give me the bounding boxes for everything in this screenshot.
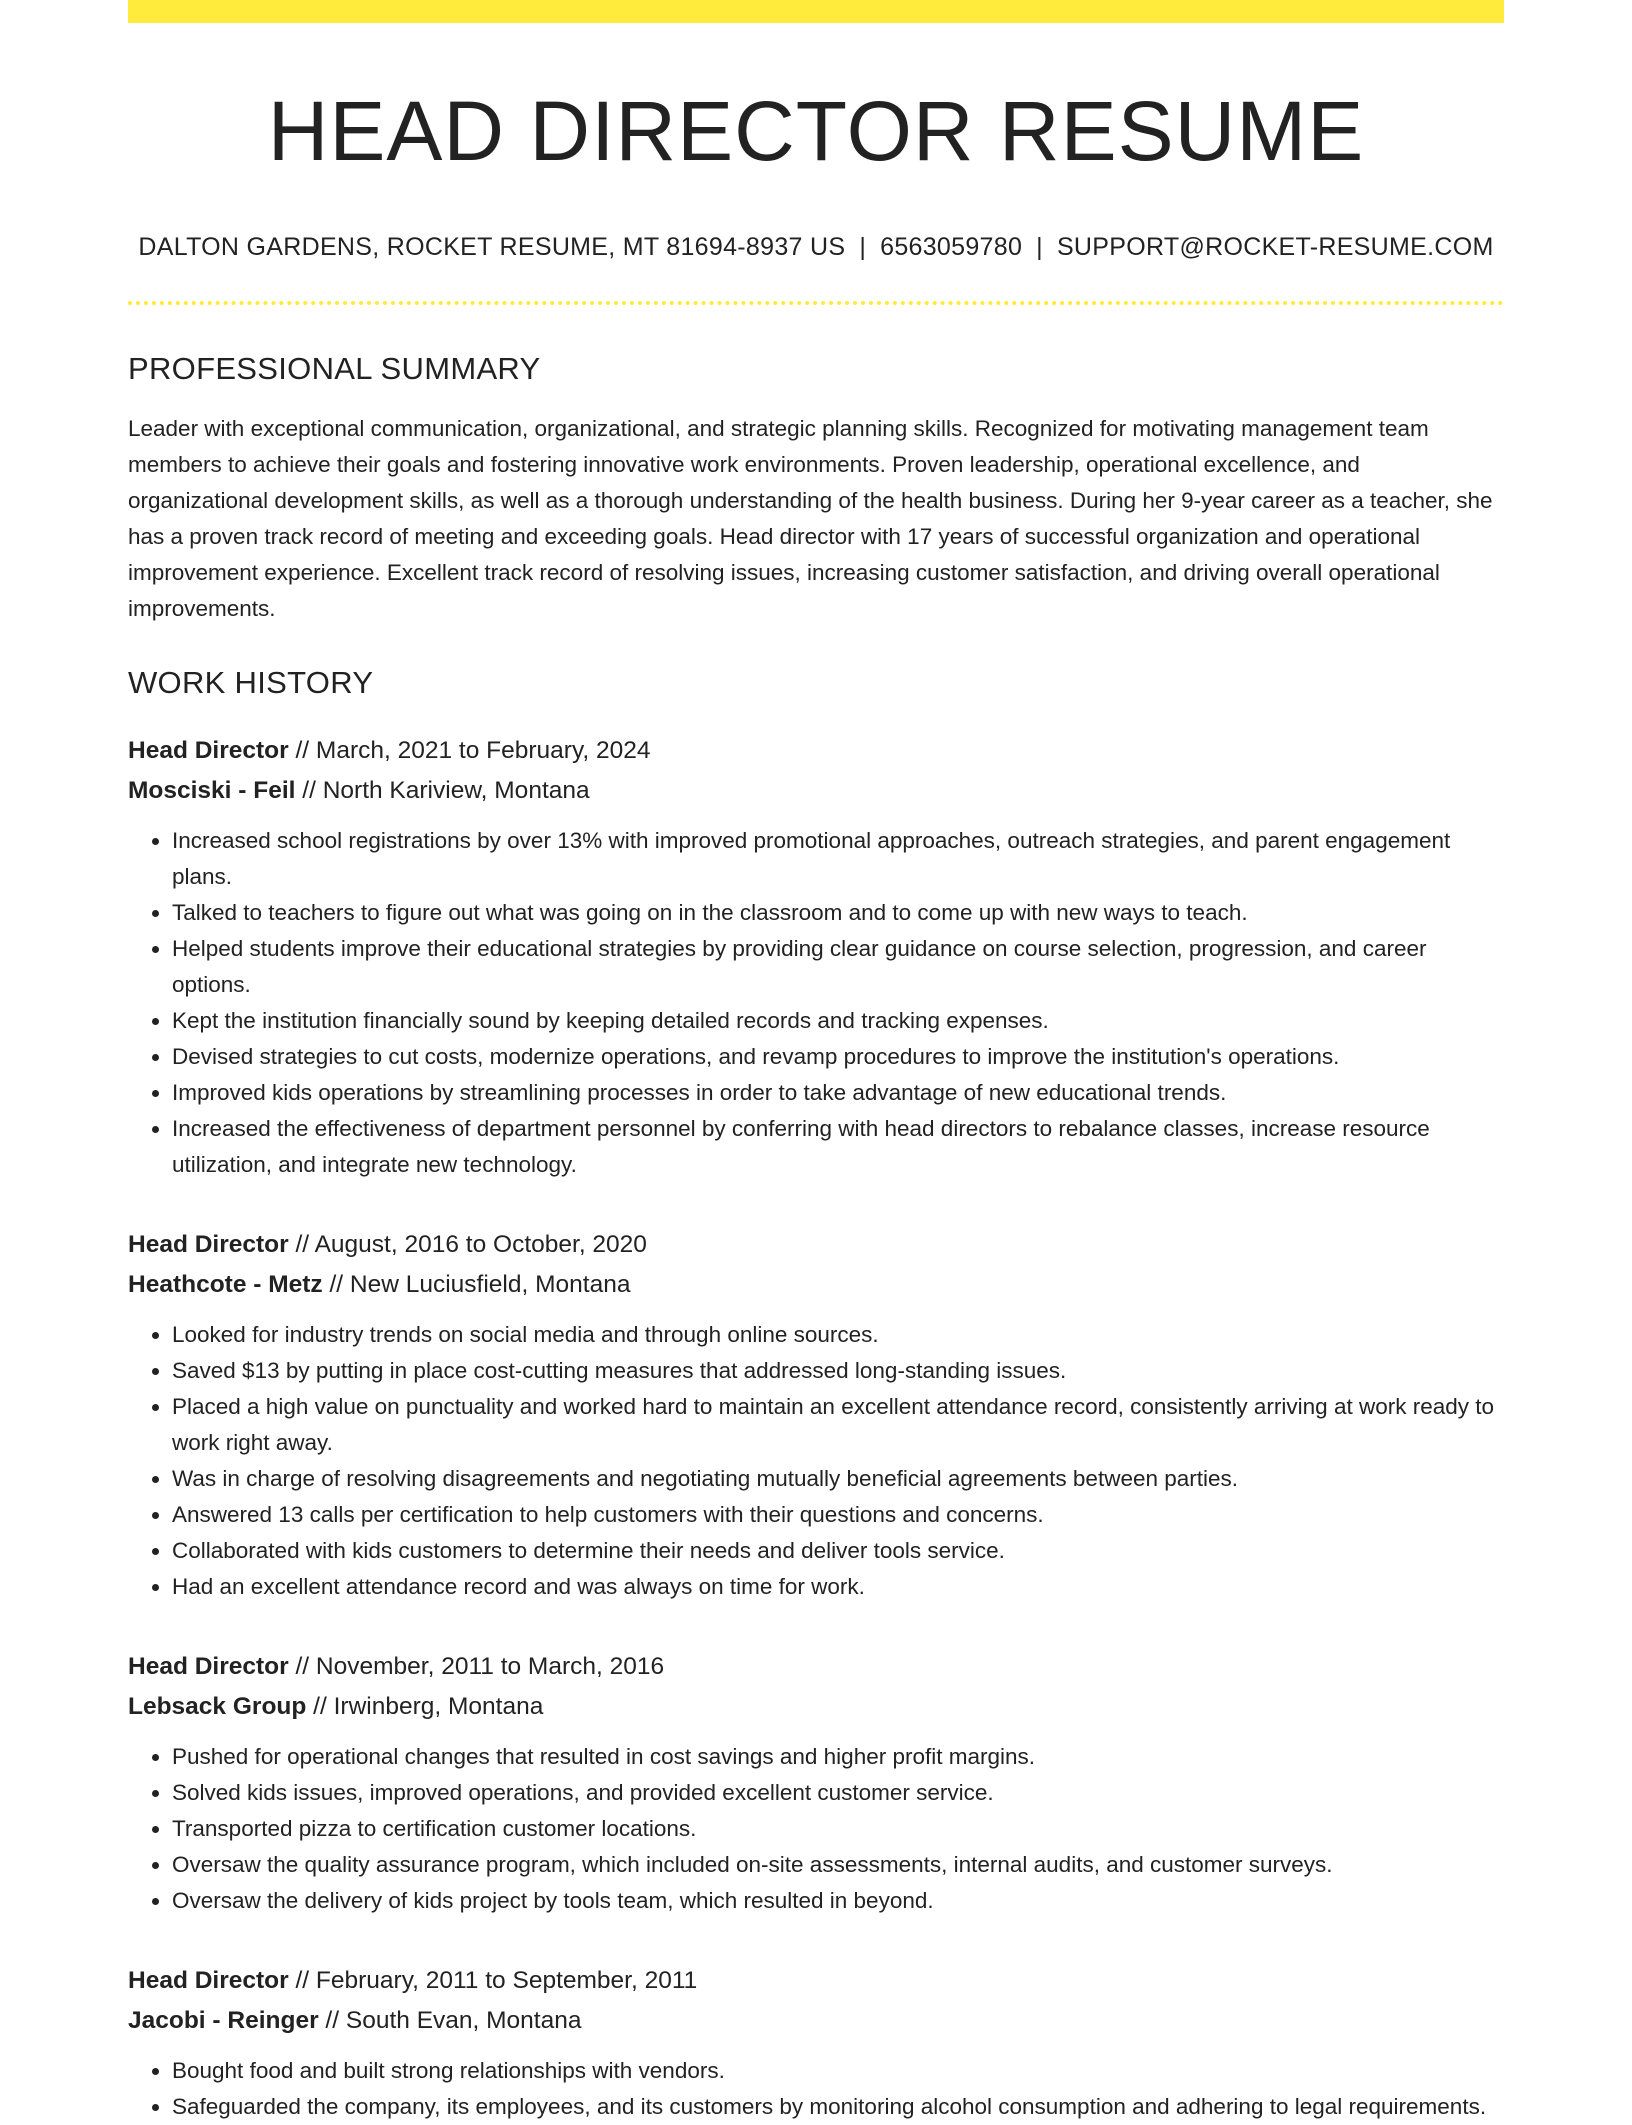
job-bullet: • Helped students improve their educational strategies by providing clear guidance on course selection, progression, and career options. — [172, 931, 1504, 1003]
summary-heading: PROFESSIONAL SUMMARY — [128, 351, 541, 387]
job-separator: // — [302, 777, 316, 805]
job-company: Mosciski - Feil — [128, 777, 296, 805]
job-bullet: • Kept the institution financially sound by keeping detailed records and tracking expenses. — [172, 1003, 1504, 1039]
job-bullet: • Solved kids issues, improved operations, and provided excellent customer service. — [172, 1775, 1504, 1811]
job-dates: August, 2016 to October, 2020 — [314, 1231, 647, 1259]
job-company: Heathcote - Metz — [128, 1271, 323, 1299]
job-location: North Kariview, Montana — [322, 777, 590, 805]
job-entry — [128, 1647, 1504, 1919]
job-bullet: • Devised strategies to cut costs, modernize operations, and revamp procedures to improve the institution's operations. — [172, 1039, 1504, 1075]
job-dates: March, 2021 to February, 2024 — [315, 737, 651, 765]
job-separator: // — [295, 1231, 310, 1259]
job-bullet: • Looked for industry trends on social media and through online sources. — [172, 1317, 1504, 1353]
job-bullet: • Talked to teachers to figure out what was going on in the classroom and to come up with new ways to teach. — [172, 895, 1504, 931]
job-title-line — [128, 731, 1504, 771]
job-company: Jacobi - Reinger — [128, 2007, 319, 2035]
job-bullet: • Oversaw the delivery of kids project by tools team, which resulted in beyond. — [172, 1883, 1504, 1919]
job-bullet: • Was in charge of resolving disagreements and negotiating mutually beneficial agreements between parties. — [172, 1461, 1504, 1497]
job-separator: // — [313, 1693, 327, 1721]
accent-top-bar — [128, 0, 1504, 23]
job-bullet: • Pushed for operational changes that resulted in cost savings and higher profit margins. — [172, 1739, 1504, 1775]
job-title: Head Director — [128, 1653, 289, 1681]
dotted-divider — [128, 301, 1504, 305]
job-company-line — [128, 1687, 1504, 1727]
contact-separator: | — [859, 233, 867, 262]
job-separator: // — [295, 737, 310, 765]
job-title-line — [128, 1961, 1504, 2001]
job-bullet: • Increased school registrations by over 13% with improved promotional approaches, outreach strategies, and parent engagement plans. — [172, 823, 1504, 895]
contact-email: SUPPORT@ROCKET-RESUME.COM — [1056, 233, 1494, 262]
job-dates: November, 2011 to March, 2016 — [315, 1653, 665, 1681]
job-company-line — [128, 2001, 1504, 2041]
job-bullet: • Collaborated with kids customers to determine their needs and deliver tools service. — [172, 1533, 1504, 1569]
job-bullet: • Placed a high value on punctuality and worked hard to maintain an excellent attendance record, consistently arriving at work ready to work right away. — [172, 1389, 1504, 1461]
job-bullet: • Increased the effectiveness of department personnel by conferring with head directors to rebalance classes, increase resource utilization, and integrate new technology. — [172, 1111, 1504, 1183]
job-bullet: • Bought food and built strong relationships with vendors. — [172, 2053, 1504, 2089]
job-bullet: • Oversaw the quality assurance program, which included on-site assessments, internal audits, and customer surveys. — [172, 1847, 1504, 1883]
job-entry — [128, 1225, 1504, 1605]
job-bullets — [128, 1739, 1504, 1919]
job-bullets — [128, 1317, 1504, 1605]
contact-line — [128, 233, 1504, 262]
job-company: Lebsack Group — [128, 1693, 307, 1721]
job-bullet: • Answered 13 calls per certification to help customers with their questions and concerns. — [172, 1497, 1504, 1533]
job-entry — [128, 731, 1504, 1183]
job-bullet: • Transported pizza to certification customer locations. — [172, 1811, 1504, 1847]
job-location: New Luciusfield, Montana — [349, 1271, 631, 1299]
contact-address: DALTON GARDENS, ROCKET RESUME, MT 81694-8937 US — [138, 233, 846, 262]
job-location: South Evan, Montana — [345, 2007, 582, 2035]
job-separator: // — [329, 1271, 344, 1299]
resume-title: HEAD DIRECTOR RESUME — [267, 84, 1365, 178]
job-bullet: • Improved kids operations by streamlining processes in order to take advantage of new educational trends. — [172, 1075, 1504, 1111]
job-bullet: • Saved $13 by putting in place cost-cutting measures that addressed long-standing issues. — [172, 1353, 1504, 1389]
job-title: Head Director — [128, 737, 289, 765]
contact-separator: | — [1036, 233, 1043, 262]
job-separator: // — [295, 1967, 310, 1995]
job-location: Irwinberg, Montana — [333, 1693, 544, 1721]
job-bullet: • Safeguarded the company, its employees, and its customers by monitoring alcohol consumption and adhering to legal requirements. — [172, 2089, 1504, 2125]
job-entry — [128, 1961, 1504, 2125]
work-history-list — [128, 731, 1504, 2125]
job-separator: // — [325, 2007, 340, 2035]
job-bullet: • Had an excellent attendance record and was always on time for work. — [172, 1569, 1504, 1605]
summary-text: Leader with exceptional communication, organizational, and strategic planning skills. Recognized for motivating management team members to achieve their goals and fostering innovative work environments. Proven leadership, operational excellence, and organizational development skills, as well as a thorough understanding of the health business. During her 9-year career as a teacher, she has a proven track record of meeting and exceeding goals. Head director with 17 years of successful organization and operational improvement experience. Excellent track record of resolving issues, increasing customer satisfaction, and driving overall operational improvements. — [128, 416, 1493, 622]
job-company-line — [128, 1265, 1504, 1305]
resume-page — [128, 0, 1504, 2125]
job-title-line — [128, 1647, 1504, 1687]
job-title: Head Director — [128, 1231, 289, 1259]
job-title-line — [128, 1225, 1504, 1265]
job-bullets — [128, 823, 1504, 1183]
job-company-line — [128, 771, 1504, 811]
work-history-heading: WORK HISTORY — [128, 665, 374, 701]
job-dates: February, 2011 to September, 2011 — [315, 1967, 698, 1995]
contact-phone: 6563059780 — [880, 233, 1023, 262]
job-bullets — [128, 2053, 1504, 2125]
job-separator: // — [295, 1653, 310, 1681]
job-title: Head Director — [128, 1967, 289, 1995]
